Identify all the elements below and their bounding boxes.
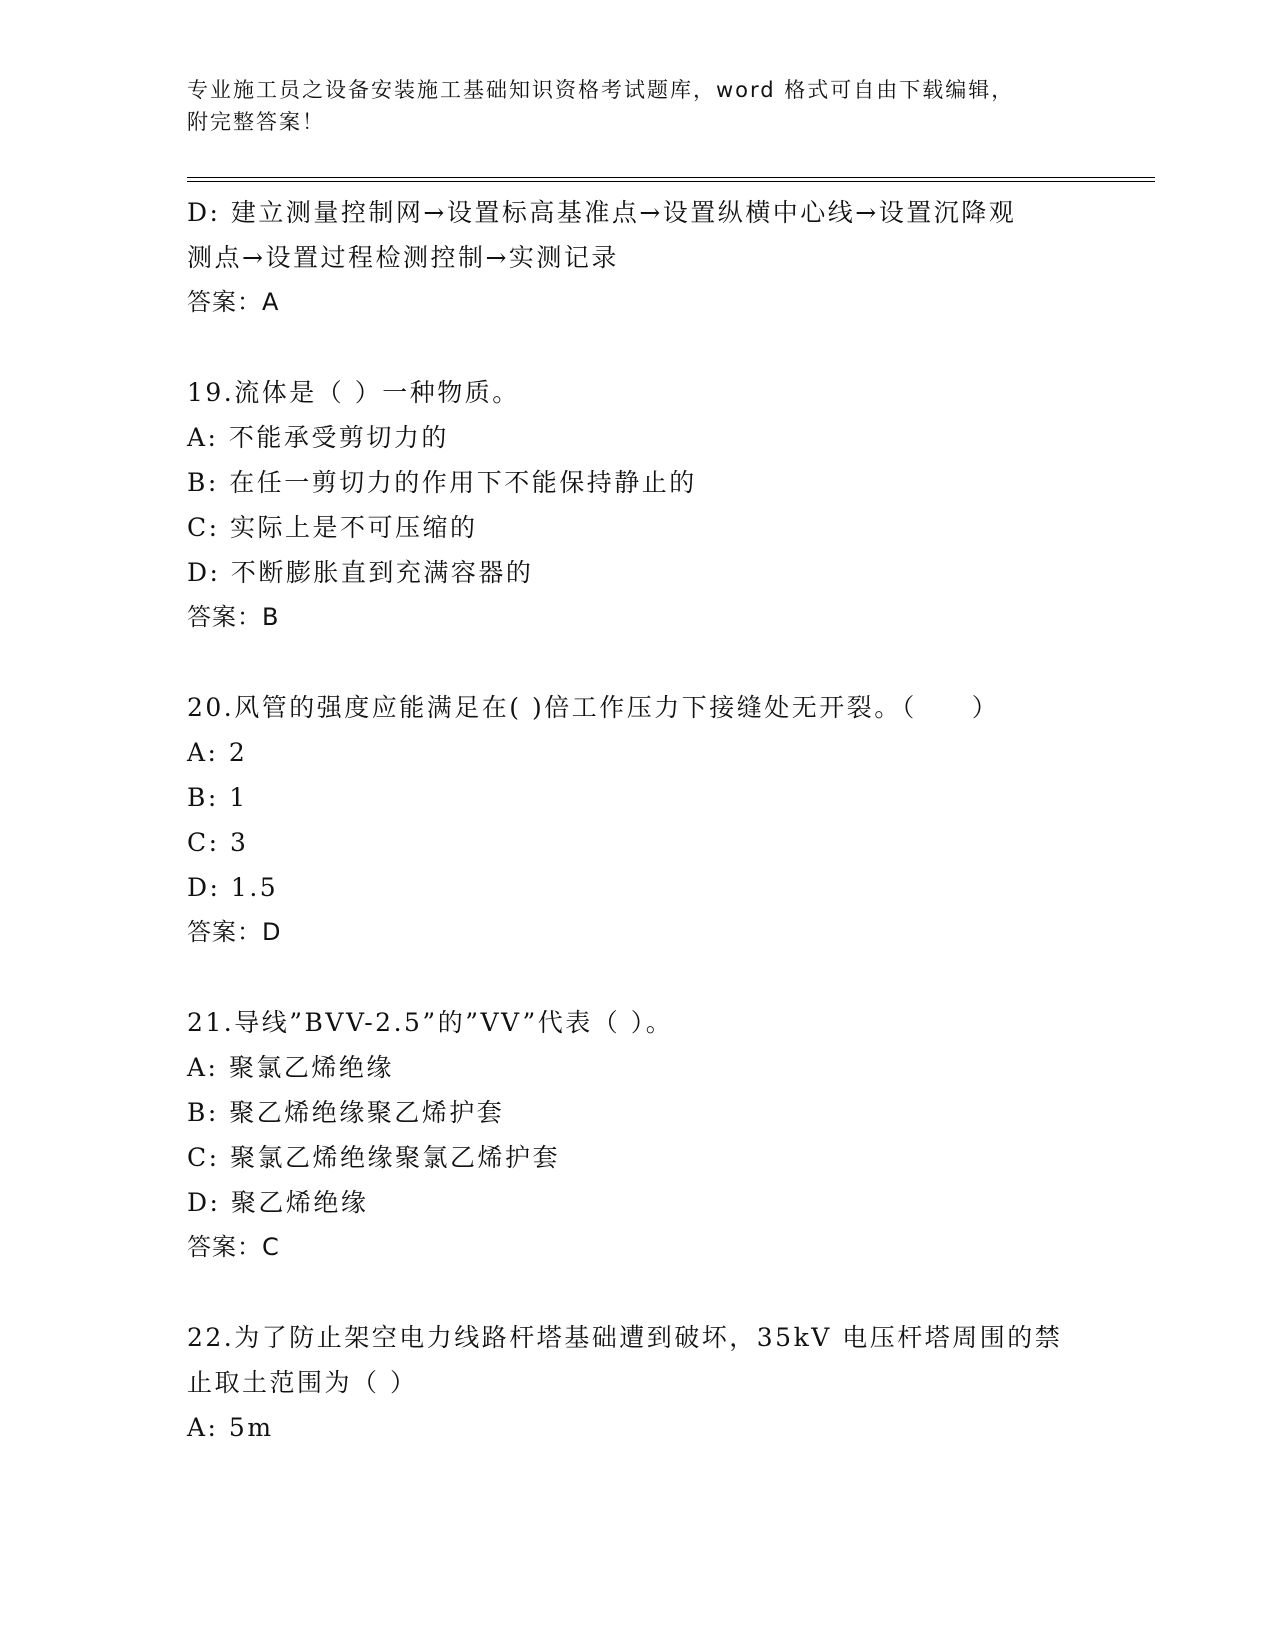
question-list bbox=[187, 190, 1087, 1450]
option-d: D: 聚乙烯绝缘 bbox=[187, 1188, 369, 1217]
answer: 答案：D bbox=[187, 918, 282, 946]
option-a: A: 不能承受剪切力的 bbox=[187, 423, 449, 452]
option-a: A: 聚氯乙烯绝缘 bbox=[187, 1053, 394, 1082]
option-a: A: 5m bbox=[187, 1413, 274, 1442]
question-18-tail bbox=[187, 190, 1087, 325]
question-stem: 22.为了防止架空电力线路杆塔基础遭到破坏，35kV 电压杆塔周围的禁 bbox=[187, 1323, 1063, 1352]
spacer bbox=[187, 640, 1087, 685]
option-d-continued: 测点→设置过程检测控制→实测记录 bbox=[187, 243, 619, 272]
spacer bbox=[187, 325, 1087, 370]
option-b: B: 在任一剪切力的作用下不能保持静止的 bbox=[187, 468, 697, 497]
header-title-line-1: 专业施工员之设备安装施工基础知识资格考试题库，word 格式可自由下载编辑， bbox=[187, 78, 1015, 102]
answer: 答案：B bbox=[187, 603, 280, 631]
option-d: D: 建立测量控制网→设置标高基准点→设置纵横中心线→设置沉降观 bbox=[187, 198, 1017, 227]
option-a: A: 2 bbox=[187, 738, 248, 767]
question-19 bbox=[187, 370, 1087, 640]
document-header bbox=[187, 74, 1087, 138]
option-d: D: 不断膨胀直到充满容器的 bbox=[187, 558, 534, 587]
option-d: D: 1.5 bbox=[187, 873, 279, 902]
question-stem: 20.风管的强度应能满足在( )倍工作压力下接缝处无开裂。（ ） bbox=[187, 693, 1000, 722]
spacer bbox=[187, 955, 1087, 1000]
question-stem-continued: 止取土范围为（ ） bbox=[187, 1368, 418, 1397]
option-c: C: 聚氯乙烯绝缘聚氯乙烯护套 bbox=[187, 1143, 560, 1172]
question-stem: 21.导线”BVV-2.5”的”VV”代表（ ）。 bbox=[187, 1008, 674, 1037]
spacer bbox=[187, 1270, 1087, 1315]
question-21 bbox=[187, 1000, 1087, 1270]
option-b: B: 聚乙烯绝缘聚乙烯护套 bbox=[187, 1098, 505, 1127]
option-b: B: 1 bbox=[187, 783, 248, 812]
header-divider bbox=[187, 177, 1155, 182]
answer: 答案：A bbox=[187, 288, 280, 316]
question-stem: 19.流体是（ ）一种物质。 bbox=[187, 378, 520, 407]
question-22 bbox=[187, 1315, 1087, 1450]
header-title-line-2: 附完整答案！ bbox=[187, 110, 325, 134]
option-c: C: 3 bbox=[187, 828, 249, 857]
question-20 bbox=[187, 685, 1087, 955]
option-c: C: 实际上是不可压缩的 bbox=[187, 513, 478, 542]
answer: 答案：C bbox=[187, 1233, 280, 1261]
